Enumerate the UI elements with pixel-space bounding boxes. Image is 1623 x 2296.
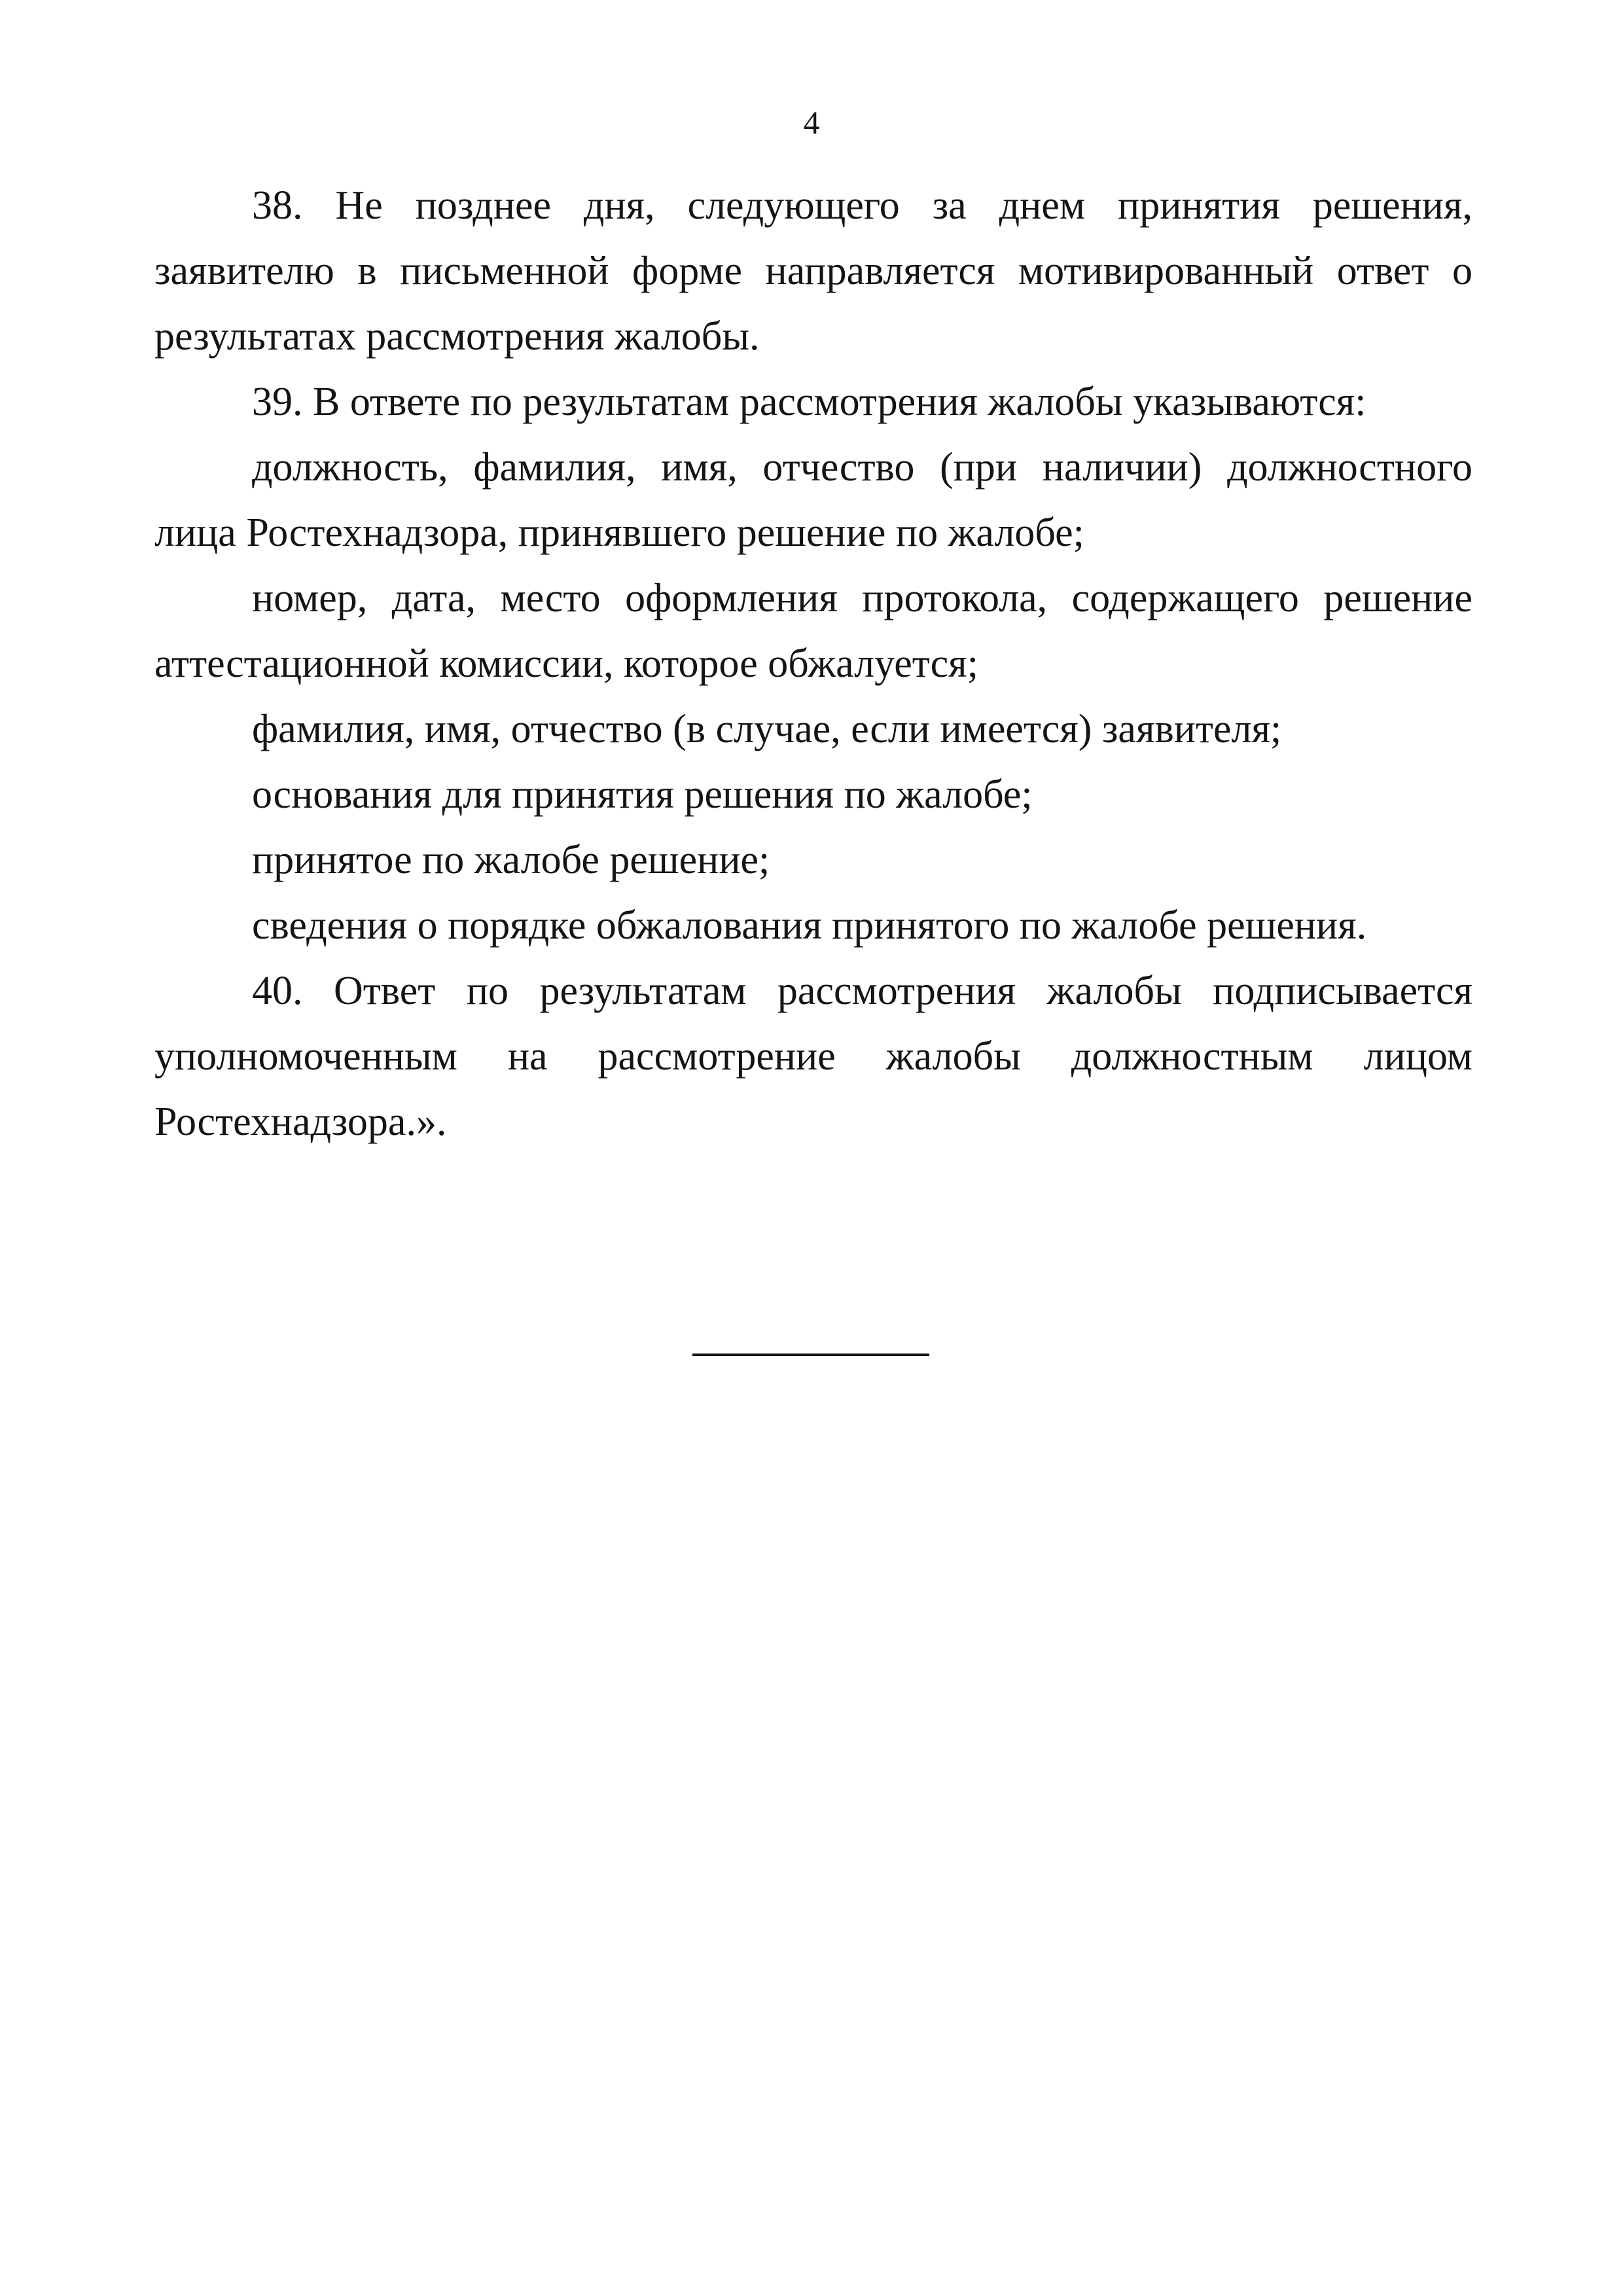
list-item-decision: принятое по жалобе решение; xyxy=(252,838,770,882)
document-body xyxy=(154,173,1472,1155)
list-item-decision-grounds: основания для принятия решения по жалобе; xyxy=(252,772,1033,817)
list-item-appeal-procedure: сведения о порядке обжалования принятого по жалобе решения. xyxy=(252,903,1367,948)
list-item-protocol-details: номер, дата, место оформления протокола, содержащего решение аттестационной комиссии, которое обжалуется; xyxy=(154,576,1472,686)
page-number: 4 xyxy=(803,104,820,141)
list-item-official-position: должность, фамилия, имя, отчество (при наличии) должностного лица Ростехнадзора, принявшего решение по жалобе; xyxy=(154,445,1472,555)
paragraph-38: 38. Не позднее дня, следующего за днем принятия решения, заявителю в письменной форме направляется мотивированный ответ о результатах рассмотрения жалобы. xyxy=(154,183,1472,359)
closing-divider xyxy=(692,1354,929,1356)
list-item-applicant-name: фамилия, имя, отчество (в случае, если имеется) заявителя; xyxy=(252,707,1282,751)
paragraph-39: 39. В ответе по результатам рассмотрения жалобы указываются: xyxy=(252,380,1366,424)
paragraph-40: 40. Ответ по результатам рассмотрения жалобы подписывается уполномоченным на рассмотрение жалобы должностным лицом Ростехнадзора.». xyxy=(154,969,1472,1144)
